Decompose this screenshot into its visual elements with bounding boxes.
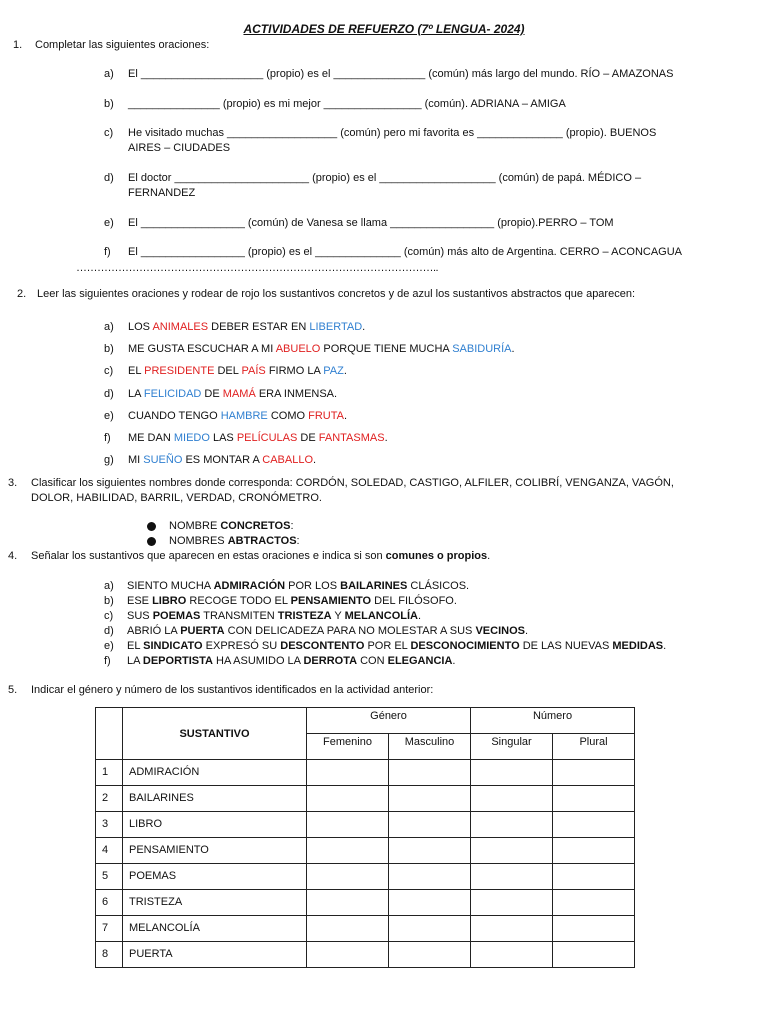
q1-item-letter: c) xyxy=(104,127,114,139)
row-word xyxy=(123,838,307,864)
sentence-text: . xyxy=(384,432,388,444)
table-row xyxy=(96,916,635,942)
cell-singular[interactable] xyxy=(471,916,553,942)
table-row xyxy=(96,838,635,864)
sentence-text: DE LAS NUEVAS xyxy=(519,640,613,652)
highlighted-noun: DESCONTENTO xyxy=(280,640,365,652)
q1-item-text: El _________________ (propio) es el ______________ (común) más alto de Argentina. CERRO – ACONCAGUA xyxy=(128,246,683,258)
highlighted-noun: BAILARINES xyxy=(340,580,408,592)
cell-singular[interactable] xyxy=(471,838,553,864)
highlighted-noun: TRISTEZA xyxy=(277,610,332,622)
q2-item-sentence xyxy=(128,320,365,335)
abstract-noun: LIBERTAD xyxy=(309,321,363,333)
bullet-concretos: NOMBRE CONCRETOS: xyxy=(169,520,294,532)
sentence-text: DEL FILÓSOFO. xyxy=(371,595,457,607)
row-number-text: 5 xyxy=(102,870,109,882)
sentence-text: POR EL xyxy=(364,640,411,652)
row-word-text: ADMIRACIÓN xyxy=(129,766,200,778)
sentence-text: DEL xyxy=(214,365,242,377)
sentence-text: Y xyxy=(331,610,345,622)
cell-masculino[interactable] xyxy=(389,916,471,942)
q1-item-letter: b) xyxy=(104,98,114,110)
cell-femenino[interactable] xyxy=(307,864,389,890)
cell-plural[interactable] xyxy=(553,760,635,786)
cell-femenino[interactable] xyxy=(307,890,389,916)
row-word xyxy=(123,760,307,786)
row-word-text: BAILARINES xyxy=(129,792,194,804)
sentence-text: . xyxy=(663,640,667,652)
abstract-noun: FELICIDAD xyxy=(143,388,202,400)
sentence-text: LA xyxy=(127,655,143,667)
dotted-separator: ………………………………………………………………………………………….. xyxy=(76,262,439,274)
sentence-text: TRANSMITEN xyxy=(200,610,278,622)
q2-item-letter: e) xyxy=(104,410,114,422)
sentence-text: ES MONTAR A xyxy=(182,454,263,466)
cell-masculino[interactable] xyxy=(389,864,471,890)
row-number xyxy=(96,812,123,838)
q1-item-text: El doctor ______________________ (propio) es el ___________________ (común) de papá. MÉDICO – xyxy=(128,172,642,184)
q2-item-letter: a) xyxy=(104,321,114,333)
cell-masculino[interactable] xyxy=(389,942,471,968)
sentence-text: POR LOS xyxy=(285,580,341,592)
concrete-noun: PAÍS xyxy=(241,365,266,377)
sentence-text: DEBER ESTAR EN xyxy=(208,321,310,333)
cell-femenino[interactable] xyxy=(307,812,389,838)
row-number xyxy=(96,786,123,812)
concrete-noun: FANTASMAS xyxy=(318,432,385,444)
cell-singular[interactable] xyxy=(471,760,553,786)
question-4-number: 4. xyxy=(8,550,18,562)
q1-item-letter: e) xyxy=(104,217,114,229)
q1-item-letter: d) xyxy=(104,172,114,184)
sentence-text: EL xyxy=(127,640,144,652)
sentence-text: LAS xyxy=(209,432,237,444)
q4-item-sentence xyxy=(127,594,457,609)
row-word xyxy=(123,890,307,916)
q1-item-letter: f) xyxy=(104,246,111,258)
q2-item-sentence xyxy=(128,431,388,446)
highlighted-noun: POEMAS xyxy=(152,610,201,622)
sentence-text: . xyxy=(362,321,366,333)
q4-item-letter: d) xyxy=(104,625,114,637)
question-1-text: Completar las siguientes oraciones: xyxy=(35,39,210,51)
cell-singular[interactable] xyxy=(471,942,553,968)
row-number-text: 1 xyxy=(102,766,109,778)
cell-femenino[interactable] xyxy=(307,760,389,786)
q2-item-sentence xyxy=(128,387,337,402)
q2-item-letter: g) xyxy=(104,454,114,466)
row-number xyxy=(96,942,123,968)
sentence-text: EXPRESÓ SU xyxy=(202,640,281,652)
cell-masculino[interactable] xyxy=(389,890,471,916)
row-number xyxy=(96,864,123,890)
cell-plural[interactable] xyxy=(553,864,635,890)
table-row xyxy=(96,942,635,968)
question-3-number: 3. xyxy=(8,477,18,489)
q4-item-sentence xyxy=(127,654,455,669)
concrete-noun: CABALLO xyxy=(262,454,314,466)
highlighted-noun: PENSAMIENTO xyxy=(290,595,372,607)
sentence-text: FIRMO LA xyxy=(265,365,324,377)
row-number-text: 8 xyxy=(102,948,109,960)
row-word xyxy=(123,916,307,942)
table-header-plural: Plural xyxy=(553,734,635,760)
q2-item-sentence xyxy=(128,364,347,379)
cell-femenino[interactable] xyxy=(307,838,389,864)
q2-item-sentence xyxy=(128,453,316,468)
question-2-number: 2. xyxy=(17,288,27,300)
abstract-noun: HAMBRE xyxy=(220,410,268,422)
highlighted-noun: VECINOS xyxy=(475,625,525,637)
concrete-noun: FRUTA xyxy=(308,410,344,422)
q2-item-sentence xyxy=(128,409,347,424)
sentence-text: . xyxy=(343,365,347,377)
bullet-icon xyxy=(147,537,156,546)
sentence-text: . xyxy=(511,343,515,355)
highlighted-noun: DESCONOCIMIENTO xyxy=(410,640,520,652)
table-header-blank xyxy=(96,708,123,760)
table-row xyxy=(96,786,635,812)
row-word xyxy=(123,812,307,838)
sentence-text: ME DAN xyxy=(128,432,174,444)
row-number-text: 4 xyxy=(102,844,109,856)
sentence-text: . xyxy=(452,655,456,667)
q2-item-letter: b) xyxy=(104,343,114,355)
q2-item-letter: d) xyxy=(104,388,114,400)
sentence-text: ESE xyxy=(127,595,153,607)
q1-item-text: El _________________ (común) de Vanesa se llama _________________ (propio).PERRO – TOM xyxy=(128,217,614,229)
cell-plural[interactable] xyxy=(553,916,635,942)
row-number-text: 7 xyxy=(102,922,109,934)
abstract-noun: SABIDURÍA xyxy=(452,343,512,355)
sentence-text: RECOGE TODO EL xyxy=(186,595,291,607)
q4-item-sentence xyxy=(127,579,469,594)
cell-plural[interactable] xyxy=(553,812,635,838)
q4-item-sentence xyxy=(127,624,528,639)
q1-item-text: AIRES – CIUDADES xyxy=(128,142,231,154)
table-header-singular: Singular xyxy=(471,734,553,760)
cell-femenino[interactable] xyxy=(307,786,389,812)
sentence-text: PORQUE TIENE MUCHA xyxy=(320,343,453,355)
q1-item-text: _______________ (propio) es mi mejor ________________ (común). ADRIANA – AMIGA xyxy=(128,98,566,110)
highlighted-noun: DEPORTISTA xyxy=(142,655,213,667)
q4-item-sentence xyxy=(127,609,421,624)
sentence-text: LOS xyxy=(128,321,153,333)
q1-item-text: FERNANDEZ xyxy=(128,187,196,199)
sentence-text: CUANDO TENGO xyxy=(128,410,221,422)
table-header-femenino: Femenino xyxy=(307,734,389,760)
row-number xyxy=(96,760,123,786)
sentence-text: SUS xyxy=(127,610,153,622)
sentence-text: . xyxy=(313,454,317,466)
row-number xyxy=(96,890,123,916)
sentence-text: . xyxy=(417,610,422,622)
cell-masculino[interactable] xyxy=(389,760,471,786)
question-2-text: Leer las siguientes oraciones y rodear de rojo los sustantivos concretos y de azul los sustantivos abstractos que aparecen: xyxy=(37,288,635,300)
cell-singular[interactable] xyxy=(471,890,553,916)
row-number-text: 2 xyxy=(102,792,109,804)
q4-item-letter: b) xyxy=(104,595,114,607)
highlighted-noun: MEDIDAS xyxy=(612,640,664,652)
sentence-text: CON DELICADEZA PARA NO MOLESTAR A SUS xyxy=(224,625,476,637)
question-1-number: 1. xyxy=(13,39,23,51)
highlighted-noun: ELEGANCIA xyxy=(387,655,453,667)
cell-femenino[interactable] xyxy=(307,942,389,968)
q4-item-letter: a) xyxy=(104,580,114,592)
highlighted-noun: ADMIRACIÓN xyxy=(213,580,286,592)
row-word-text: POEMAS xyxy=(129,870,177,882)
q1-item-text: He visitado muchas __________________ (común) pero mi favorita es ______________ (propio). BUENOS xyxy=(128,127,657,139)
abstract-noun: SUEÑO xyxy=(143,454,183,466)
sentence-text: EL xyxy=(128,365,145,377)
sentence-text: DE xyxy=(201,388,223,400)
sentence-text: ME GUSTA ESCUCHAR A MI xyxy=(128,343,276,355)
table-header-numero: Número xyxy=(471,708,635,734)
q4-item-letter: f) xyxy=(104,655,111,667)
cell-masculino[interactable] xyxy=(389,838,471,864)
q4-item-letter: e) xyxy=(104,640,114,652)
sentence-text: ERA INMENSA. xyxy=(255,388,338,400)
cell-plural[interactable] xyxy=(553,786,635,812)
table-row xyxy=(96,864,635,890)
sentence-text: LA xyxy=(128,388,144,400)
row-word-text: LIBRO xyxy=(129,818,163,830)
sentence-text: DE xyxy=(297,432,319,444)
concrete-noun: MAMÁ xyxy=(222,388,256,400)
cell-plural[interactable] xyxy=(553,838,635,864)
concrete-noun: ABUELO xyxy=(275,343,321,355)
row-word xyxy=(123,864,307,890)
bullet-abstractos: NOMBRES ABTRACTOS: xyxy=(169,535,300,547)
row-number xyxy=(96,838,123,864)
concrete-noun: PELÍCULAS xyxy=(236,432,298,444)
question-5-text: Indicar el género y número de los sustantivos identificados en la actividad anterior: xyxy=(31,684,434,696)
highlighted-noun: MELANCOLÍA xyxy=(344,610,418,622)
sentence-text: MI xyxy=(128,454,144,466)
row-number xyxy=(96,916,123,942)
cell-femenino[interactable] xyxy=(307,916,389,942)
table-header-masculino: Masculino xyxy=(389,734,471,760)
highlighted-noun: LIBRO xyxy=(152,595,187,607)
cell-singular[interactable] xyxy=(471,786,553,812)
cell-singular[interactable] xyxy=(471,812,553,838)
cell-masculino[interactable] xyxy=(389,786,471,812)
q2-item-letter: c) xyxy=(104,365,114,377)
q2-item-letter: f) xyxy=(104,432,111,444)
abstract-noun: MIEDO xyxy=(173,432,210,444)
question-5-number: 5. xyxy=(8,684,18,696)
concrete-noun: PRESIDENTE xyxy=(144,365,215,377)
highlighted-noun: SINDICATO xyxy=(143,640,203,652)
row-word xyxy=(123,942,307,968)
row-word-text: TRISTEZA xyxy=(129,896,183,908)
q2-item-sentence xyxy=(128,342,515,357)
question-3-line-2: DOLOR, HABILIDAD, BARRIL, VERDAD, CRONÓMETRO. xyxy=(31,492,322,504)
highlighted-noun: DERROTA xyxy=(303,655,358,667)
q4-item-letter: c) xyxy=(104,610,114,622)
q4-item-sentence xyxy=(127,639,666,654)
cell-singular[interactable] xyxy=(471,864,553,890)
page-title: ACTIVIDADES DE REFUERZO (7º LENGUA- 2024) xyxy=(243,22,525,36)
sentence-text: ABRIÓ LA xyxy=(127,625,181,637)
row-word-text: PENSAMIENTO xyxy=(129,844,209,856)
question-3-line-1: Clasificar los siguientes nombres donde corresponda: CORDÓN, SOLEDAD, CASTIGO, ALFILER, COLIBRÍ, VENGANZA, VAGÓN, xyxy=(31,477,674,489)
row-number-text: 3 xyxy=(102,818,109,830)
table-header-sustantivo: SUSTANTIVO xyxy=(123,708,307,760)
highlighted-noun: PUERTA xyxy=(180,625,225,637)
row-word-text: MELANCOLÍA xyxy=(129,922,200,934)
sentence-text: . xyxy=(343,410,348,422)
sentence-text: . xyxy=(524,625,529,637)
abstract-noun: PAZ xyxy=(323,365,344,377)
q1-item-letter: a) xyxy=(104,68,114,80)
bullet-icon xyxy=(147,522,156,531)
cell-masculino[interactable] xyxy=(389,812,471,838)
row-word xyxy=(123,786,307,812)
concrete-noun: ANIMALES xyxy=(152,321,209,333)
sentence-text: HA ASUMIDO LA xyxy=(212,655,304,667)
q1-item-text: El ____________________ (propio) es el _______________ (común) más largo del mundo. RÍO – AMAZONAS xyxy=(128,68,674,80)
sentence-text: SIENTO MUCHA xyxy=(127,580,214,592)
table-header-genero: Género xyxy=(307,708,471,734)
sentence-text: COMO xyxy=(267,410,309,422)
row-word-text: PUERTA xyxy=(129,948,173,960)
cell-plural[interactable] xyxy=(553,890,635,916)
question-4-text: Señalar los sustantivos que aparecen en estas oraciones e indica si son comunes o propios. xyxy=(31,550,491,562)
table-row xyxy=(96,890,635,916)
table-row xyxy=(96,760,635,786)
table-row xyxy=(96,812,635,838)
row-number-text: 6 xyxy=(102,896,109,908)
sentence-text: CON xyxy=(357,655,388,667)
gender-number-table xyxy=(95,707,635,968)
sentence-text: CLÁSICOS. xyxy=(407,580,470,592)
cell-plural[interactable] xyxy=(553,942,635,968)
